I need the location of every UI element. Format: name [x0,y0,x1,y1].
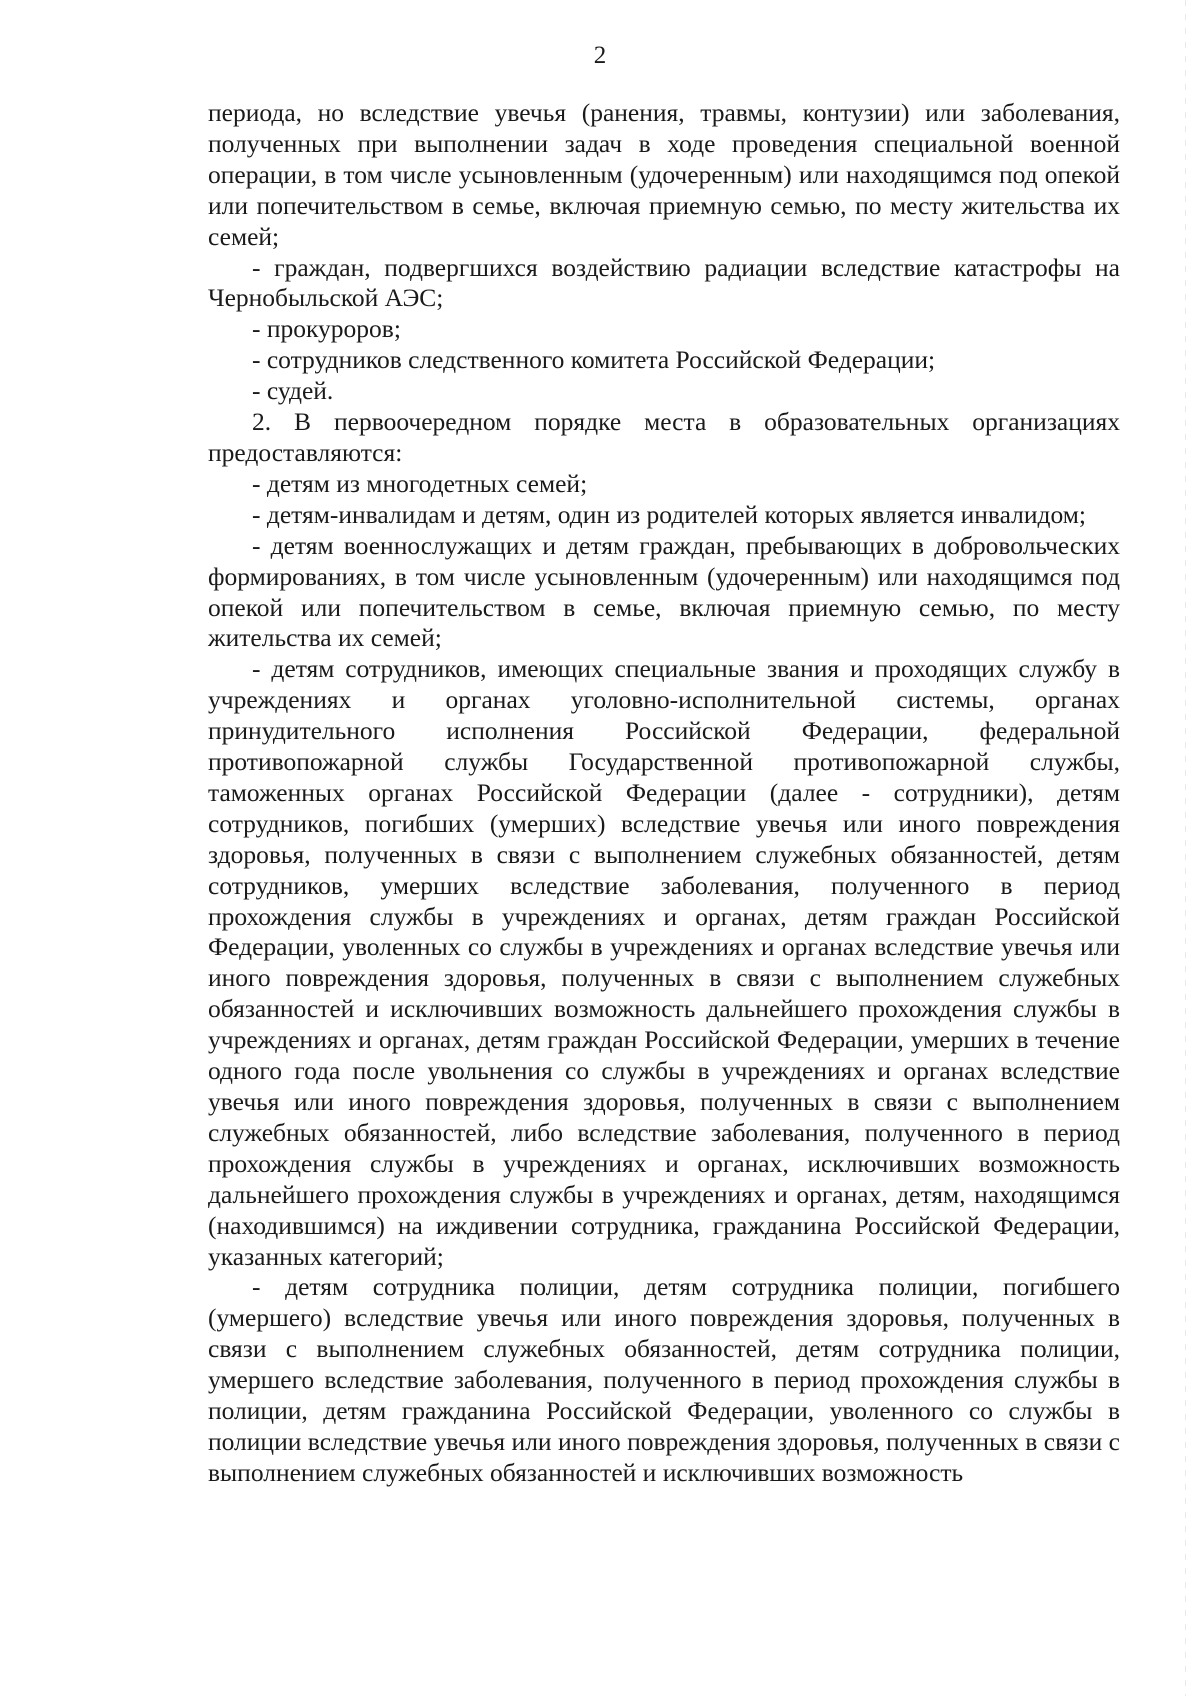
paragraph-6: 2. В первоочередном порядке места в образовательных организациях предоставляются: [208,407,1120,467]
paragraph-11: - детям сотрудника полиции, детям сотрудника полиции, погибшего (умершего) вследствие увечья или иного повреждения здоровья, полученных в связи с выполнением служебных обязанностей, детям сотрудника полиции, умершего вследствие заболевания, полученного в период прохождения службы в полиции, детям гражданина Российской Федерации, уволенного со службы в полиции вследствие увечья или иного повреждения здоровья, полученных в связи с выполнением служебных обязанностей и исключивших возможность [208,1272,1120,1487]
paragraph-1: периода, но вследствие увечья (ранения, травмы, контузии) или заболевания, полученных при выполнении задач в ходе проведения специальной военной операции, в том числе усыновленным (удочеренным) или находящимся под опекой или попечительством в семье, включая приемную семью, по месту жительства их семей; [208,98,1120,251]
paragraph-2: - граждан, подвергшихся воздействию радиации вследствие катастрофы на Чернобыльской АЭС; [208,252,1120,313]
document-body [208,98,1120,1489]
page-number: 2 [593,42,607,69]
paragraph-8: - детям-инвалидам и детям, один из родителей которых является инвалидом; [252,499,1086,529]
paragraph-10: - детям сотрудников, имеющих специальные звания и проходящих службу в учреждениях и органах уголовно-исполнительной системы, органах принудительного исполнения Российской Федерации, федеральной противопожарной службы Государственной противопожарной службы, таможенных органах Российской Федерации (далее - сотрудники), детям сотрудников, погибших (умерших) вследствие увечья или иного повреждения здоровья, полученных в связи с выполнением служебных обязанностей, детям сотрудников, умерших вследствие заболевания, полученного в период прохождения службы в учреждениях и органах, детям граждан Российской Федерации, уволенных со службы в учреждениях и органах вследствие увечья или иного повреждения здоровья, полученных в связи с выполнением служебных обязанностей и исключивших возможность дальнейшего прохождения службы в учреждениях и органах, детям граждан Российской Федерации, умерших в течение одного года после увольнения со службы в учреждениях и органах вследствие увечья или иного повреждения здоровья, полученных в связи с выполнением служебных обязанностей, либо вследствие заболевания, полученного в период прохождения службы в учреждениях и органах, исключивших возможность дальнейшего прохождения службы в учреждениях и органах, детям, находящимся (находившимся) на иждивении сотрудника, гражданина Российской Федерации, указанных категорий; [208,654,1120,1271]
paragraph-9: - детям военнослужащих и детям граждан, пребывающих в добровольческих формированиях, в том числе усыновленным (удочеренным) или находящимся под опекой или попечительством в семье, включая приемную семью, по месту жительства их семей; [208,530,1120,653]
paragraph-3: - прокуроров; [252,314,401,344]
paragraph-5: - судей. [252,376,334,406]
paragraph-4: - сотрудников следственного комитета Российской Федерации; [252,345,936,375]
scan-edge-artifact [1185,0,1186,1696]
paragraph-7: - детям из многодетных семей; [252,468,588,498]
